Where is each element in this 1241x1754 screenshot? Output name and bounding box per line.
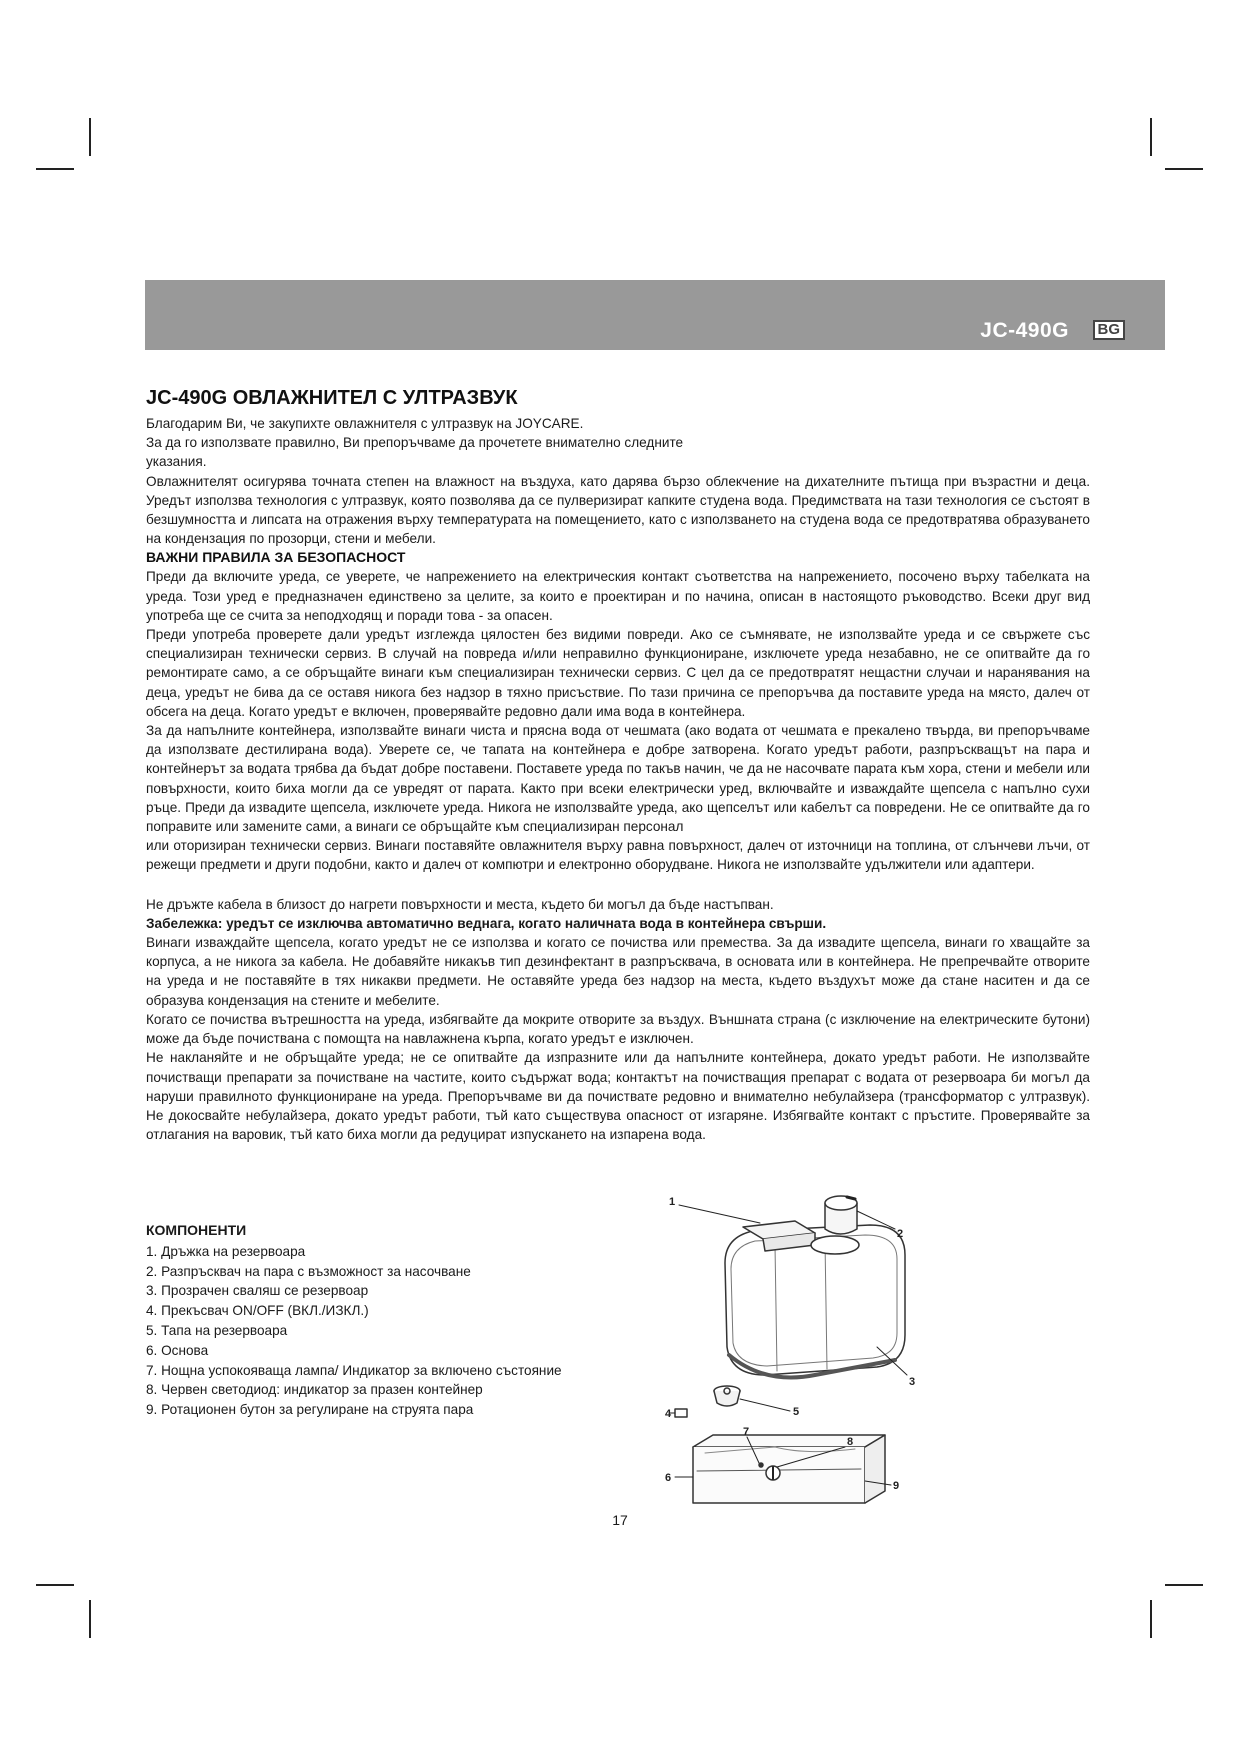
component-item: 8. Червен светодиод: индикатор за празен контейнер — [146, 1382, 483, 1398]
callout-line — [679, 1205, 760, 1223]
crop-mark — [36, 168, 74, 170]
description-paragraph: Овлажнителят осигурява точната степен на влажност на въздуха, като дарява бързо облекчение на дихателните пътища при възрастни и деца. Уредът използва технология с ултразвук, която позволява да се пулверизират капките студена вода. Предимствата на тази технология се състоят в безшумността и липсата на отражения върху температурата на помещението, като с използването на студена вода се предотвратява образуването на кондензация по прозорци, стени и мебели. — [146, 473, 1090, 547]
safety-paragraph: Когато се почиства вътрешността на уреда, избягвайте да мокрите отворите за въздух. Външната страна (с изключение на електрическите бутони) може да бъде почиствана с помощта на навлажнена кърпа, когато уредът е изключен. — [146, 1011, 1090, 1047]
header-band — [145, 280, 1165, 350]
components-section — [146, 1221, 706, 1420]
intro-line: За да го използвате правилно, Ви препоръчваме да прочетете внимателно следните — [146, 435, 684, 451]
callout-label: 1 — [669, 1196, 676, 1208]
tank-seam — [775, 1245, 777, 1371]
safety-paragraph: Не дръжте кабела в близост до нагрети повърхности и места, където би могъл да бъде настъпван. — [146, 896, 774, 912]
language-badge: BG — [1093, 320, 1126, 340]
crop-mark — [1150, 1600, 1152, 1638]
component-item: 7. Нощна успокояваща лампа/ Индикатор за включено състояние — [146, 1362, 562, 1378]
component-item: 5. Тапа на резервоара — [146, 1322, 288, 1338]
safety-paragraph: Преди да включите уреда, се уверете, че напрежението на електрическия контакт съответства на напрежението, посочено върху табелката на уреда. Този уред е предназначен единствено за целите, за които е проектиран и по начина, описан в настоящото ръководство. Всеки друг вид употреба ще се счита за неподходящ и поради това - за опасен. — [146, 569, 1090, 623]
safety-paragraph: Преди употреба проверете дали уредът изглежда цялостен без видими повреди. Ако се съмнявате, не използвайте уреда и се свържете със специализиран технически сервиз. В случай на повреда и/или неправилно функциониране, изключете уреда незабавно, не се опитвайте да го ремонтирате само, а се обръщайте винаги към специализиран технически сервиз. С цел да се предотвратят нещастни случаи и наранявания на деца, уредът не бива да се оставя никога без надзор в тяхно присъствие. По тази причина се препоръчва да поставите уреда на място, далеч от обсега на деца. Когато уредът е включен, проверявайте редовно дали има вода в контейнера. — [146, 627, 1090, 719]
tank-top-opening — [811, 1236, 859, 1254]
safety-paragraph: За да напълните контейнера, използвайте винаги чиста и прясна вода от чешмата (ако водата от чешмата е прекалено твърда, ви препоръчваме да използвате дестилирана вода). Уверете се, че тапата на контейнера е добре затворена. Когато уредът работи, разпръскващът на пара и контейнерът за водата трябва да бъдат добре поставени. Поставете уреда по такъв начин, че да не насочвате парата към хора, стени и мебели или повърхности, които биха могли да се увредят от парата. Както при всеки електрически уред, включвайте и изваждайте щепсела с напълно сухи ръце. Преди да извадите щепсела, изключете уреда. Никога не използвайте уреда, ако щепселът или кабелът са повредени. Не се опитвайте да го поправите или замените сами, а винаги се обръщайте към специализиран персонал — [146, 723, 1090, 835]
crop-mark — [1165, 1584, 1203, 1586]
component-item: 3. Прозрачен сваляш се резервоар — [146, 1283, 369, 1299]
safety-paragraph: или оторизиран технически сервиз. Винаги поставяйте овлажнителя върху равна повърхност, далеч от източници на топлина, от слънчеви лъчи, от режещи предмети и други подобни, както и далеч от компютри и електронно оборудване. Никога не използвайте удължители или адаптери. — [146, 838, 1090, 873]
crop-mark — [1165, 168, 1203, 170]
paragraph-spacer — [146, 875, 1090, 895]
humidifier-diagram — [665, 1185, 930, 1505]
crop-mark — [1150, 118, 1152, 156]
intro-line: Благодарим Ви, че закупихте овлажнителя с ултразвук на JOYCARE. — [146, 416, 584, 431]
callout-label: 4 — [665, 1408, 672, 1420]
component-item: 2. Разпръсквач на пара с възможност за насочване — [146, 1263, 471, 1279]
safety-paragraph: Не накланяйте и не обръщайте уреда; не се опитвайте да изпразните или да напълните контейнера, докато уредът работи. Не използвайте почистващи препарати за почистване на частите, които съдържат вода; контактът на почистващия препарат с водата от резервоара би могъл да наруши правилното функциониране на уреда. Препоръчваме ви да почиствате редовно и внимателно небулайзера (трансформатор с ултразвук). Не докосвайте небулайзера, докато уредът работи, тъй като съществува опасност от изгаряне. Избягвайте контакт с пръстите. Проверявайте за отлагания на варовик, тъй като биха могли да редуцират изпускането на изпарена вода. — [146, 1050, 1090, 1143]
steam-outlet-mark — [847, 1197, 855, 1199]
components-list — [146, 1242, 706, 1420]
callout-label: 7 — [743, 1426, 750, 1438]
crop-mark — [89, 118, 91, 156]
intro-line: указания. — [146, 454, 207, 470]
callout-line — [740, 1399, 790, 1411]
callout-label: 6 — [665, 1472, 672, 1484]
components-heading: КОМПОНЕНТИ — [146, 1222, 247, 1238]
tank-seam — [825, 1241, 827, 1369]
component-item: 9. Ротационен бутон за регулиране на струята пара — [146, 1402, 474, 1418]
safety-paragraph: Винаги изваждайте щепсела, когато уредът не се използва и когато се почиства или премества. За да извадите щепсела, винаги го хващайте за корпуса, а не никога за кабела. Не добавяйте никакъв тип дезинфектант в разпръсквача, в основата или в контейнера. Не препречвайте отворите на уреда и не поставяйте в тях никакви предмети. Не оставяйте уреда без надзор на места, където въздухът може да стане наситен и да се образува кондензация на стените и мебелите. — [146, 935, 1090, 1008]
callout-label: 9 — [893, 1480, 900, 1492]
crop-mark — [36, 1584, 74, 1586]
component-item: 4. Прекъсвач ON/OFF (ВКЛ./ИЗКЛ.) — [146, 1303, 369, 1319]
callout-label: 2 — [897, 1228, 904, 1240]
safety-note: Забележка: уредът се изключва автоматично веднага, когато наличната вода в контейнера свърши. — [146, 915, 827, 931]
crop-mark — [89, 1600, 91, 1638]
callout-label: 5 — [793, 1406, 800, 1418]
callout-line — [857, 1211, 895, 1229]
power-switch — [675, 1409, 687, 1417]
callout-label: 3 — [909, 1376, 916, 1388]
tank-outline-inner — [731, 1235, 897, 1366]
led-indicator — [759, 1463, 763, 1467]
base-side — [865, 1435, 885, 1503]
page-number: 17 — [612, 1512, 628, 1528]
component-item: 1. Дръжка на резервоара — [146, 1243, 306, 1259]
page-title: JC-490G ОВЛАЖНИТЕЛ С УЛТРАЗВУК — [146, 387, 518, 409]
callout-label: 8 — [847, 1436, 854, 1448]
header-model: JC-490G — [980, 319, 1069, 342]
main-content — [146, 386, 1090, 1144]
safety-heading: ВАЖНИ ПРАВИЛА ЗА БЕЗОПАСНОСТ — [146, 549, 406, 566]
base-top — [693, 1435, 885, 1447]
component-item: 6. Основа — [146, 1342, 209, 1358]
